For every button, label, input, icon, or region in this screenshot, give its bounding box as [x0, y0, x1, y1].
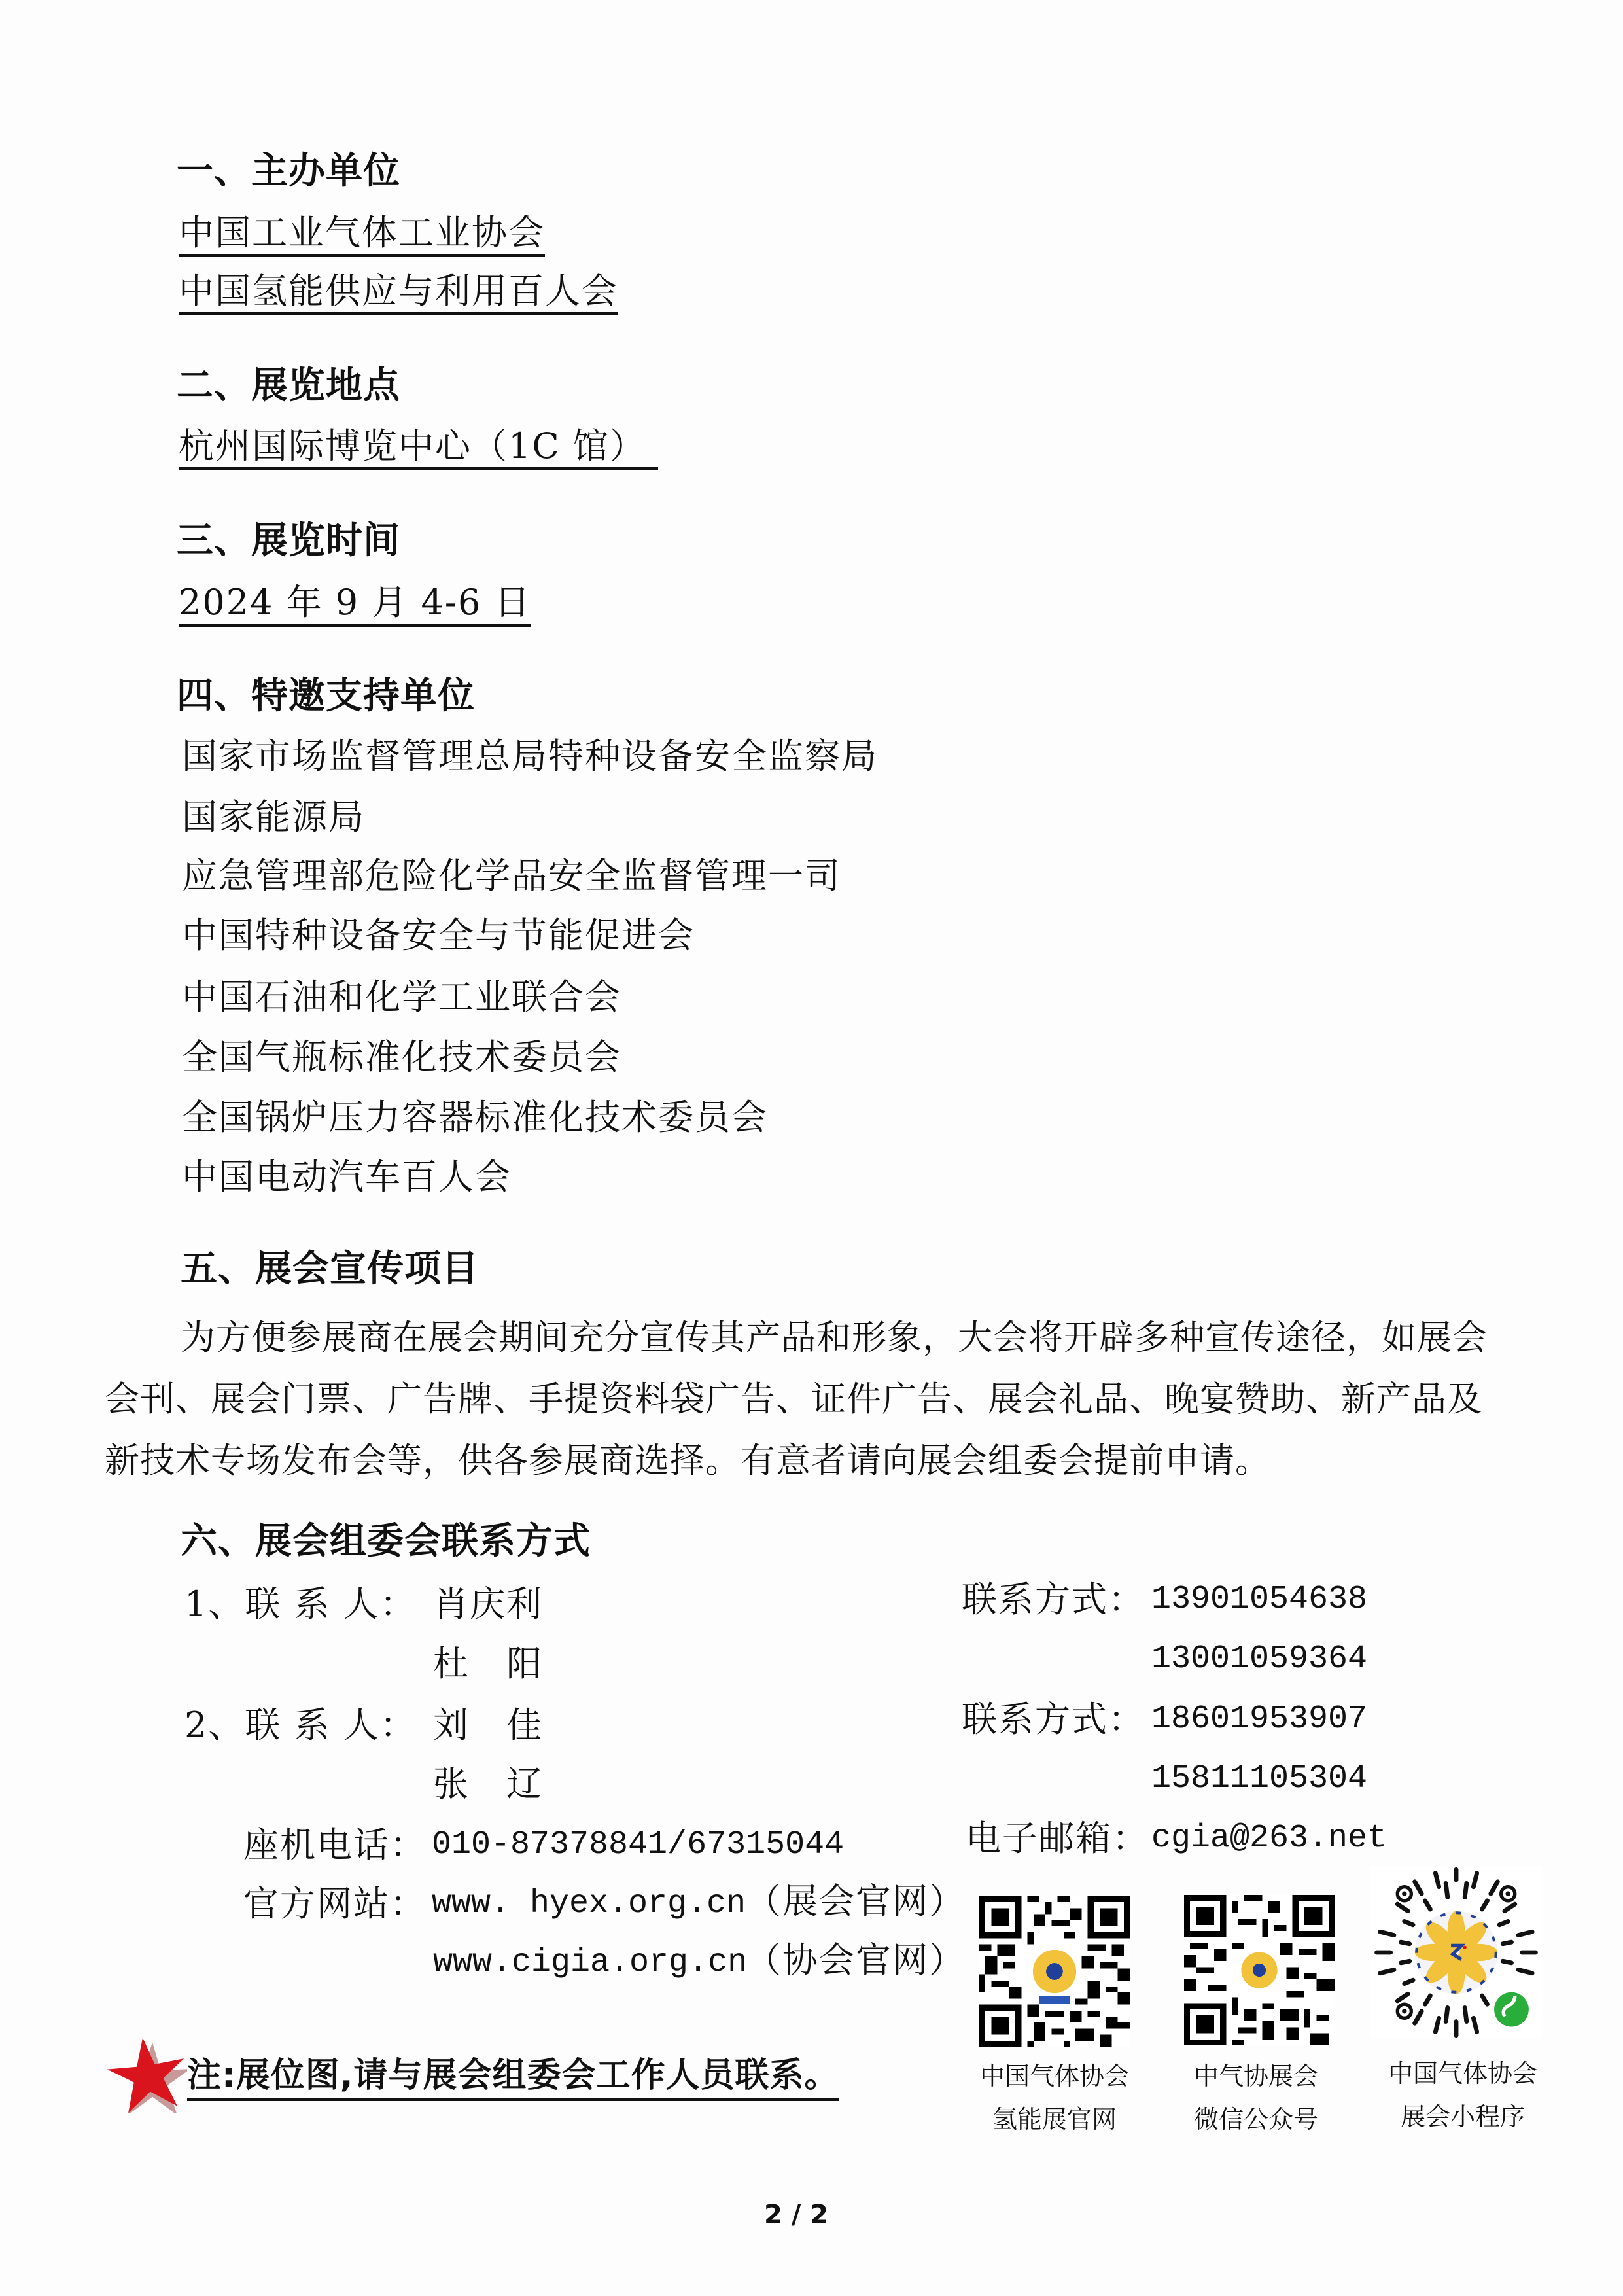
contact-name: 张 辽 [433, 1763, 543, 1805]
venue-value: 杭州国际博览中心（1C 馆） [179, 427, 658, 470]
website-link-cigia[interactable]: www.cigia.org.cn [433, 1944, 748, 1981]
qr-label: 微信公众号 [1193, 2105, 1318, 2134]
website-note: （协会官网） [746, 1939, 966, 1981]
contact-name: 刘 佳 [433, 1704, 543, 1746]
section-heading-venue: 二、展览地点 [177, 364, 400, 407]
phone-number: 13901054638 [1151, 1581, 1368, 1618]
landline-label: 座机电话： [243, 1824, 427, 1865]
section-heading-supporters: 四、特邀支持单位 [177, 675, 475, 717]
qr-code-icon [1184, 1895, 1335, 2045]
phone-number: 18601953907 [1151, 1701, 1368, 1738]
supporter-item: 中国石油和化学工业联合会 [182, 976, 621, 1017]
phone-label-1: 联系方式： [962, 1579, 1145, 1620]
supporter-item: 全国气瓶标准化技术委员会 [182, 1036, 621, 1078]
qr-label: 中国气体协会 [979, 2062, 1129, 2091]
qr-label: 中国气体协会 [1387, 2059, 1537, 2088]
contact-name: 肖庆利 [433, 1583, 543, 1625]
website-link-hyex[interactable]: www. hyex.org.cn [432, 1885, 746, 1922]
supporter-item: 全国锅炉压力容器标准化技术委员会 [182, 1097, 768, 1138]
mini-program-code-icon [1370, 1866, 1543, 2039]
qr-label: 中气协展会 [1193, 2062, 1318, 2091]
section-heading-organizers: 一、主办单位 [177, 150, 400, 192]
qr-label: 展会小程序 [1400, 2102, 1525, 2131]
section-heading-promotion: 五、展会宣传项目 [181, 1248, 479, 1290]
contact-label-1: 1、联 系 人： [184, 1583, 417, 1625]
supporter-item: 国家能源局 [182, 796, 365, 838]
organizer-item: 中国氢能供应与利用百人会 [179, 272, 618, 315]
red-star-icon [105, 2031, 187, 2113]
supporter-item: 应急管理部危险化学品安全监督管理一司 [182, 855, 841, 896]
supporter-item: 中国特种设备安全与节能促进会 [182, 915, 695, 956]
phone-number: 15811105304 [1151, 1760, 1368, 1797]
contact-label-2: 2、联 系 人： [184, 1704, 417, 1746]
booth-map-note: 注:展位图,请与展会组委会工作人员联系。 [187, 2056, 839, 2101]
qr-code-icon [979, 1896, 1130, 2047]
section-heading-contact: 六、展会组委会联系方式 [181, 1520, 591, 1563]
email-link[interactable]: cgia@263.net [1151, 1820, 1387, 1857]
phone-number: 13001059364 [1151, 1640, 1368, 1678]
dates-value: 2024 年 9 月 4-6 日 [179, 583, 531, 627]
qr-label: 氢能展官网 [992, 2105, 1117, 2134]
section-heading-dates: 三、展览时间 [177, 520, 400, 562]
promotion-paragraph: 为方便参展商在展会期间充分宣传其产品和形象，大会将开辟多种宣传途径，如展会会刊、展会门票、广告牌、手提资料袋广告、证件广告、展会礼品、晚宴赞助、新产品及新技术专场发布会等，供各参展商选择。有意者请向展会组委会提前申请。 [105, 1318, 1488, 1481]
organizer-item: 中国工业气体工业协会 [179, 213, 545, 257]
phone-label-2: 联系方式： [962, 1699, 1145, 1740]
supporter-item: 中国电动汽车百人会 [182, 1156, 512, 1197]
supporter-item: 国家市场监督管理总局特种设备安全监察局 [182, 735, 878, 777]
website-note: （展会官网） [746, 1881, 966, 1922]
email-label: 电子邮箱： [966, 1818, 1149, 1859]
page-number: 2 / 2 [764, 2200, 829, 2230]
website-label: 官方网站： [243, 1883, 427, 1924]
contact-name: 杜 阳 [433, 1643, 543, 1684]
landline-value: 010-87378841/67315044 [432, 1826, 845, 1863]
